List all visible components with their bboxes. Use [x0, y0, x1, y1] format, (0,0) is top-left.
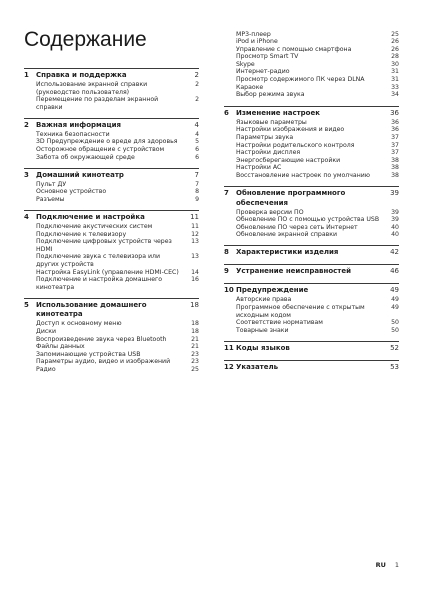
- entry-page-number: 13: [191, 253, 199, 261]
- entry-page-number: 8: [195, 188, 199, 196]
- toc-entry[interactable]: [236, 61, 399, 69]
- section-entries: [224, 209, 399, 239]
- toc-entry[interactable]: [36, 154, 199, 162]
- entry-title: Подключение и настройка домашнего кинотеатра: [36, 276, 163, 291]
- section-heading[interactable]: [24, 211, 199, 223]
- entry-title: Skype: [236, 60, 255, 68]
- entry-title: Выбор режима звука: [236, 91, 305, 99]
- section-number: 12: [224, 362, 234, 371]
- entry-title: Энергосберегающие настройки: [236, 156, 341, 164]
- toc-entry[interactable]: [236, 149, 399, 157]
- entry-page-number: 39: [391, 208, 399, 216]
- toc-entry[interactable]: [36, 223, 199, 231]
- entry-page-number: 37: [391, 149, 399, 157]
- entry-title: Товарные знаки: [236, 326, 289, 334]
- entry-page-number: 40: [391, 231, 399, 239]
- section-page-number: 46: [390, 267, 399, 276]
- entry-page-number: 39: [391, 216, 399, 224]
- toc-entry[interactable]: [36, 138, 199, 146]
- entry-page-number: 21: [191, 335, 199, 343]
- entry-page-number: 26: [391, 38, 399, 46]
- entry-page-number: 13: [191, 238, 199, 246]
- entry-title: Обновление экранной справки: [236, 231, 338, 239]
- section-title: Характеристики изделия: [236, 248, 339, 257]
- entry-page-number: 5: [195, 138, 199, 146]
- section-entries: [24, 223, 199, 291]
- entry-title: Пульт ДУ: [36, 180, 67, 188]
- section-page-number: 52: [390, 343, 399, 352]
- entry-page-number: 9: [195, 195, 199, 203]
- toc-entry[interactable]: [36, 253, 199, 268]
- section-entries: [224, 296, 399, 334]
- entry-title: Забота об окружающей среде: [36, 153, 135, 161]
- entry-page-number: 30: [391, 60, 399, 68]
- toc-entry[interactable]: [236, 231, 399, 239]
- entry-title: Подключение к телевизору: [36, 230, 127, 238]
- section-heading[interactable]: [24, 169, 199, 181]
- continued-entries: [224, 31, 399, 99]
- section-page-number: 4: [194, 120, 199, 129]
- entry-page-number: 49: [391, 296, 399, 304]
- entry-title: Интернет-радио: [236, 68, 290, 76]
- entry-title: Обновление ПО с помощью устройства USB: [236, 216, 380, 224]
- entry-title: Настройки AC: [236, 164, 282, 172]
- entry-page-number: 4: [195, 130, 199, 138]
- entry-page-number: 31: [391, 76, 399, 84]
- toc-right-sections: [224, 106, 399, 373]
- section-number: 11: [224, 343, 234, 352]
- language-code: RU: [375, 561, 386, 569]
- section-page-number: 36: [390, 108, 399, 117]
- entry-title: MP3-плеер: [236, 30, 271, 38]
- toc-section: [224, 264, 399, 277]
- section-title: Справка и поддержка: [36, 71, 127, 79]
- section-heading[interactable]: [224, 187, 399, 208]
- toc-entry[interactable]: [236, 38, 399, 46]
- entry-title: Настройки дисплея: [236, 149, 301, 157]
- section-entries: [224, 119, 399, 180]
- entry-page-number: 37: [391, 134, 399, 142]
- section-entries: [24, 81, 199, 111]
- entry-title: Файлы данных: [36, 343, 85, 351]
- entry-page-number: 25: [191, 365, 199, 373]
- entry-page-number: 7: [195, 180, 199, 188]
- toc-section: [24, 168, 199, 204]
- entry-title: Восстановление настроек по умолчанию: [236, 172, 370, 179]
- toc-left-column: [24, 68, 199, 380]
- toc-entry[interactable]: [236, 68, 399, 76]
- section-number: 3: [24, 170, 29, 179]
- entry-title: Просмотр Smart TV: [236, 53, 299, 61]
- entry-title: Запоминающие устройства USB: [36, 350, 141, 358]
- entry-page-number: 26: [391, 45, 399, 53]
- entry-page-number: 11: [191, 223, 199, 231]
- toc-entry[interactable]: [36, 146, 199, 154]
- section-heading[interactable]: [224, 361, 399, 373]
- entry-page-number: 50: [391, 319, 399, 327]
- toc-entry[interactable]: [36, 320, 199, 328]
- section-title: Домашний кинотеатр: [36, 170, 124, 179]
- entry-page-number: 2: [195, 81, 199, 88]
- toc-entry[interactable]: [236, 91, 399, 99]
- section-heading[interactable]: [224, 246, 399, 258]
- toc-section: [224, 283, 399, 334]
- section-page-number: 2: [194, 71, 199, 79]
- section-heading[interactable]: [224, 284, 399, 296]
- entry-title: Техника безопасности: [36, 130, 110, 138]
- entry-page-number: 18: [191, 320, 199, 328]
- toc-entry[interactable]: [236, 296, 399, 304]
- entry-page-number: 6: [195, 153, 199, 161]
- entry-title: Перемещение по разделам экранной справки: [36, 96, 159, 111]
- entry-page-number: 18: [191, 327, 199, 335]
- entry-title: Использование экранной справки (руководство пользователя): [36, 81, 148, 96]
- entry-page-number: 12: [191, 230, 199, 238]
- section-entries: [24, 181, 199, 204]
- toc-section: [224, 341, 399, 354]
- entry-title: Подключение звука с телевизора или других устройств: [36, 253, 160, 268]
- entry-page-number: 37: [391, 141, 399, 149]
- page-number: 1: [394, 561, 399, 569]
- section-page-number: 39: [390, 189, 399, 198]
- entry-page-number: 34: [391, 91, 399, 99]
- entry-title: Воспроизведение звука через Bluetooth: [36, 335, 167, 343]
- section-heading[interactable]: [24, 69, 199, 81]
- section-heading[interactable]: [24, 299, 199, 320]
- section-title: Важная информация: [36, 120, 122, 129]
- section-title: Подключение и настройка: [36, 213, 145, 222]
- toc-entry[interactable]: [36, 328, 199, 336]
- entry-page-number: 28: [391, 53, 399, 61]
- section-title: Устранение неисправностей: [236, 267, 351, 276]
- entry-page-number: 16: [191, 276, 199, 284]
- entry-title: Караоке: [236, 83, 264, 91]
- section-page-number: 7: [194, 170, 199, 179]
- section-number: 8: [224, 248, 229, 257]
- entry-title: Основное устройство: [36, 188, 107, 196]
- toc-right-column: [224, 30, 399, 379]
- section-heading[interactable]: [224, 265, 399, 277]
- section-entries: [24, 320, 199, 373]
- entry-page-number: 38: [391, 156, 399, 164]
- section-title: Предупреждение: [236, 286, 309, 295]
- toc-entry[interactable]: [236, 53, 399, 61]
- toc-entry[interactable]: [36, 238, 199, 253]
- toc-entry[interactable]: [36, 131, 199, 139]
- entry-title: Разъемы: [36, 195, 65, 203]
- entry-title: Настройки изображения и видео: [236, 126, 345, 134]
- entry-page-number: 6: [195, 146, 199, 154]
- entry-page-number: 25: [391, 30, 399, 38]
- entry-page-number: 31: [391, 68, 399, 76]
- section-title: Обновление программного обеспечения: [236, 189, 346, 207]
- entry-title: Обновление ПО через сеть Интернет: [236, 223, 358, 231]
- section-number: 9: [224, 267, 229, 276]
- toc-section: [224, 245, 399, 258]
- entry-title: Соответствие нормативам: [236, 319, 323, 327]
- toc-section: [224, 106, 399, 180]
- entry-title: Подключение акустических систем: [36, 223, 153, 231]
- page-title: Содержание: [24, 28, 147, 51]
- entry-title: Просмотр содержимого ПК через DLNA: [236, 76, 365, 84]
- entry-page-number: 38: [391, 164, 399, 172]
- toc-entry[interactable]: [236, 216, 399, 224]
- toc-entry[interactable]: [36, 81, 199, 96]
- entry-page-number: 40: [391, 223, 399, 231]
- toc-section: [24, 118, 199, 161]
- toc-section: [224, 360, 399, 373]
- toc-entry[interactable]: [236, 164, 399, 172]
- entry-title: Программное обеспечение с открытым исходным кодом: [236, 304, 365, 319]
- entry-title: Диски: [36, 327, 57, 335]
- toc-entry[interactable]: [36, 96, 199, 111]
- toc-entry[interactable]: [236, 46, 399, 54]
- entry-title: Управление с помощью смартфона: [236, 45, 352, 53]
- toc-section: [24, 210, 199, 291]
- toc-entry[interactable]: [36, 343, 199, 351]
- section-number: 2: [24, 120, 29, 129]
- section-number: 6: [224, 108, 229, 117]
- section-title: Указатель: [236, 362, 279, 371]
- entry-title: Подключение цифровых устройств через HDMI: [36, 238, 172, 253]
- toc-entry[interactable]: [36, 196, 199, 204]
- section-page-number: 42: [390, 248, 399, 257]
- section-heading[interactable]: [24, 119, 199, 131]
- toc-entry[interactable]: [236, 76, 399, 84]
- section-entries: [24, 131, 199, 161]
- section-page-number: 18: [190, 300, 199, 309]
- section-page-number: 49: [390, 286, 399, 295]
- section-number: 10: [224, 286, 234, 295]
- toc-entry[interactable]: [36, 276, 199, 291]
- entry-title: Авторские права: [236, 296, 292, 304]
- toc-entry[interactable]: [236, 126, 399, 134]
- toc-entry[interactable]: [236, 304, 399, 319]
- toc-entry[interactable]: [36, 366, 199, 374]
- section-page-number: 53: [390, 362, 399, 371]
- entry-page-number: 21: [191, 343, 199, 351]
- page-footer: [376, 561, 399, 569]
- section-page-number: 11: [190, 213, 199, 222]
- toc-entry[interactable]: [236, 172, 399, 180]
- entry-page-number: 14: [191, 268, 199, 276]
- toc-entry[interactable]: [236, 134, 399, 142]
- entry-page-number: 23: [191, 358, 199, 366]
- toc-section: [24, 68, 199, 111]
- entry-title: Проверка версии ПО: [236, 208, 304, 216]
- toc-entry[interactable]: [236, 319, 399, 327]
- entry-title: Радио: [36, 365, 56, 373]
- entry-page-number: 23: [191, 350, 199, 358]
- section-title: Изменение настроек: [236, 108, 320, 117]
- section-number: 4: [24, 213, 29, 222]
- entry-title: iPod и iPhone: [236, 38, 278, 46]
- entry-title: Настройка EasyLink (управление HDMI-CEC): [36, 268, 179, 276]
- section-number: 5: [24, 300, 29, 309]
- entry-page-number: 36: [391, 126, 399, 134]
- entry-title: Параметры аудио, видео и изображений: [36, 358, 171, 366]
- entry-page-number: 50: [391, 326, 399, 334]
- entry-title: 3D Предупреждение о вреде для здоровья: [36, 138, 178, 146]
- toc-entry[interactable]: [36, 358, 199, 366]
- entry-title: Доступ к основному меню: [36, 320, 122, 328]
- section-title: Коды языков: [236, 343, 290, 352]
- entry-title: Осторожное обращение с устройством: [36, 146, 165, 154]
- section-heading[interactable]: [224, 342, 399, 354]
- entry-page-number: 33: [391, 83, 399, 91]
- toc-entry[interactable]: [236, 327, 399, 335]
- section-title: Использование домашнего кинотеатра: [36, 300, 147, 319]
- toc-section: [24, 298, 199, 374]
- entry-page-number: 38: [391, 172, 399, 179]
- section-heading[interactable]: [224, 107, 399, 119]
- toc-entry[interactable]: [36, 188, 199, 196]
- section-number: 7: [224, 189, 229, 198]
- entry-title: Параметры звука: [236, 134, 294, 142]
- entry-title: Настройки родительского контроля: [236, 141, 355, 149]
- toc-entry[interactable]: [236, 31, 399, 39]
- section-number: 1: [24, 71, 29, 79]
- entry-page-number: 49: [391, 304, 399, 312]
- toc-section: [224, 186, 399, 239]
- entry-page-number: 36: [391, 118, 399, 126]
- entry-title: Языковые параметры: [236, 118, 307, 126]
- entry-page-number: 2: [195, 96, 199, 104]
